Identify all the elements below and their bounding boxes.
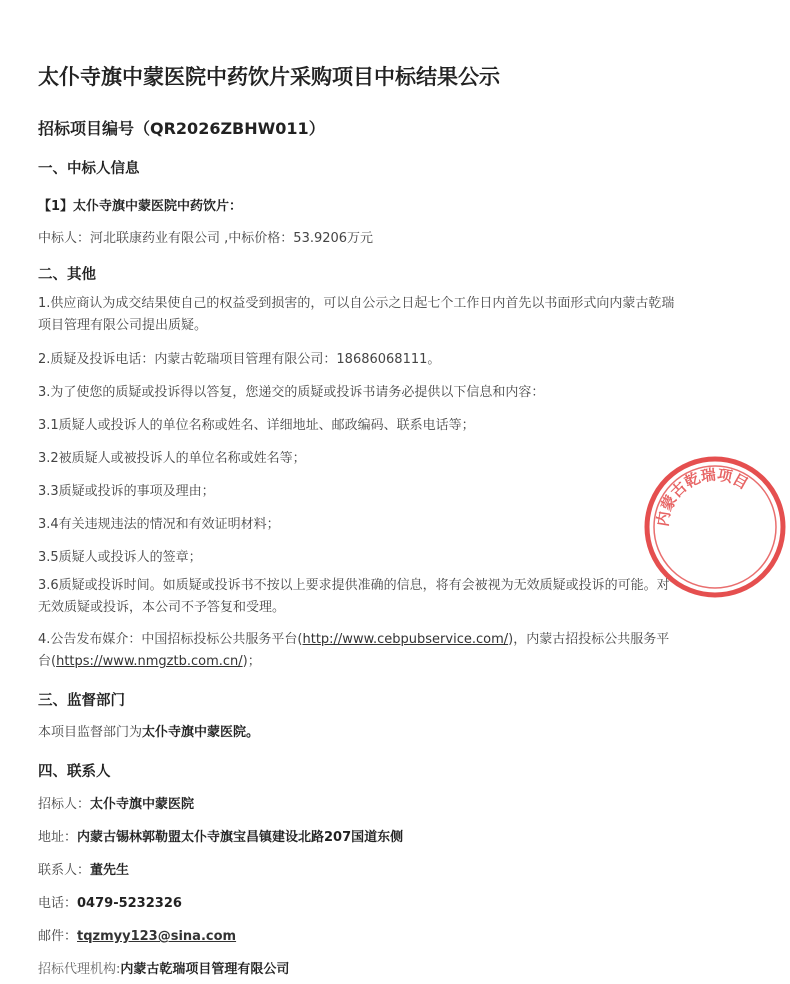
page-title: 太仆寺旗中蒙医院中药饮片采购项目中标结果公示	[38, 65, 500, 89]
supervision-suffix: 。	[246, 725, 260, 740]
agency-line	[38, 958, 289, 977]
seal-text: 内蒙古乾瑞项目	[653, 465, 752, 528]
other-item-3-6: 3.6质疑或投诉时间。如质疑或投诉书不按以上要求提供准确的信息，将有会被视为无效质疑或投诉的可能。对无效质疑或投诉，本公司不予答复和受理。	[38, 578, 670, 615]
lot-label: 【1】太仆寺旗中蒙医院中药饮片：	[38, 199, 243, 214]
project-number: 招标项目编号（QR2026ZBHW011）	[38, 119, 325, 138]
other-item-3-4: 3.4有关违规违法的情况和有效证明材料；	[38, 517, 280, 532]
media-mid: )，内蒙古招投标公共服务平台(	[38, 632, 670, 669]
media-prefix: 4.公告发布媒介：中国招标投标公共服务平台(	[38, 632, 303, 647]
tenderer-line	[38, 793, 194, 812]
nmgztb-link[interactable]: https://www.nmgztb.com.cn/	[56, 654, 243, 669]
supervision-line	[38, 721, 259, 740]
other-item-3-1: 3.1质疑人或投诉人的单位名称或姓名、详细地址、邮政编码、联系电话等；	[38, 418, 475, 433]
other-item-2: 2.质疑及投诉电话：内蒙古乾瑞项目管理有限公司：18686068111。	[38, 352, 441, 367]
agency-label: 招标代理机构:	[38, 962, 121, 977]
contact-label: 联系人：	[38, 863, 91, 878]
winning-price: 53.9206万元	[293, 231, 374, 246]
section-supervision-heading: 三、监督部门	[38, 693, 125, 709]
other-item-3: 3.为了使您的质疑或投诉得以答复，您递交的质疑或投诉书请务必提供以下信息和内容：	[38, 385, 545, 400]
supervision-dept: 太仆寺旗中蒙医院	[142, 725, 247, 740]
supervision-prefix: 本项目监督部门为	[38, 725, 143, 740]
tenderer-label: 招标人：	[38, 797, 91, 812]
contact-value: 董先生	[90, 863, 130, 878]
company-seal-stamp	[640, 452, 790, 602]
phone-line	[38, 892, 182, 911]
other-item-4	[38, 629, 678, 673]
winner-line	[38, 227, 373, 246]
other-item-3-5: 3.5质疑人或投诉人的签章；	[38, 550, 202, 565]
email-line	[38, 925, 236, 944]
media-suffix: )；	[242, 654, 261, 669]
contact-line	[38, 859, 129, 878]
winner-name: 河北联康药业有限公司	[90, 231, 221, 246]
section-other-heading: 二、其他	[38, 267, 96, 283]
section-winner-heading: 一、中标人信息	[38, 161, 140, 177]
price-label: ,中标价格：	[220, 231, 294, 246]
agency-value: 内蒙古乾瑞项目管理有限公司	[120, 962, 290, 977]
phone-label: 电话：	[38, 896, 78, 911]
phone-value: 0479-5232326	[77, 896, 182, 911]
email-label: 邮件：	[38, 929, 78, 944]
section-contact-heading: 四、联系人	[38, 764, 111, 780]
address-label: 地址：	[38, 830, 78, 845]
cebpubservice-link[interactable]: http://www.cebpubservice.com/	[302, 632, 509, 647]
other-item-3-2: 3.2被质疑人或被投诉人的单位名称或姓名等；	[38, 451, 306, 466]
other-item-3-3: 3.3质疑或投诉的事项及理由；	[38, 484, 215, 499]
email-link[interactable]: tqzmyy123@sina.com	[77, 929, 237, 944]
winner-label: 中标人：	[38, 231, 91, 246]
other-item-1: 1.供应商认为成交结果使自己的权益受到损害的，可以自公示之日起七个工作日内首先以书面形式向内蒙古乾瑞项目管理有限公司提出质疑。	[38, 296, 675, 333]
address-value: 内蒙古锡林郭勒盟太仆寺旗宝昌镇建设北路207国道东侧	[77, 830, 404, 845]
address-line	[38, 826, 403, 845]
tenderer-name: 太仆寺旗中蒙医院	[90, 797, 195, 812]
